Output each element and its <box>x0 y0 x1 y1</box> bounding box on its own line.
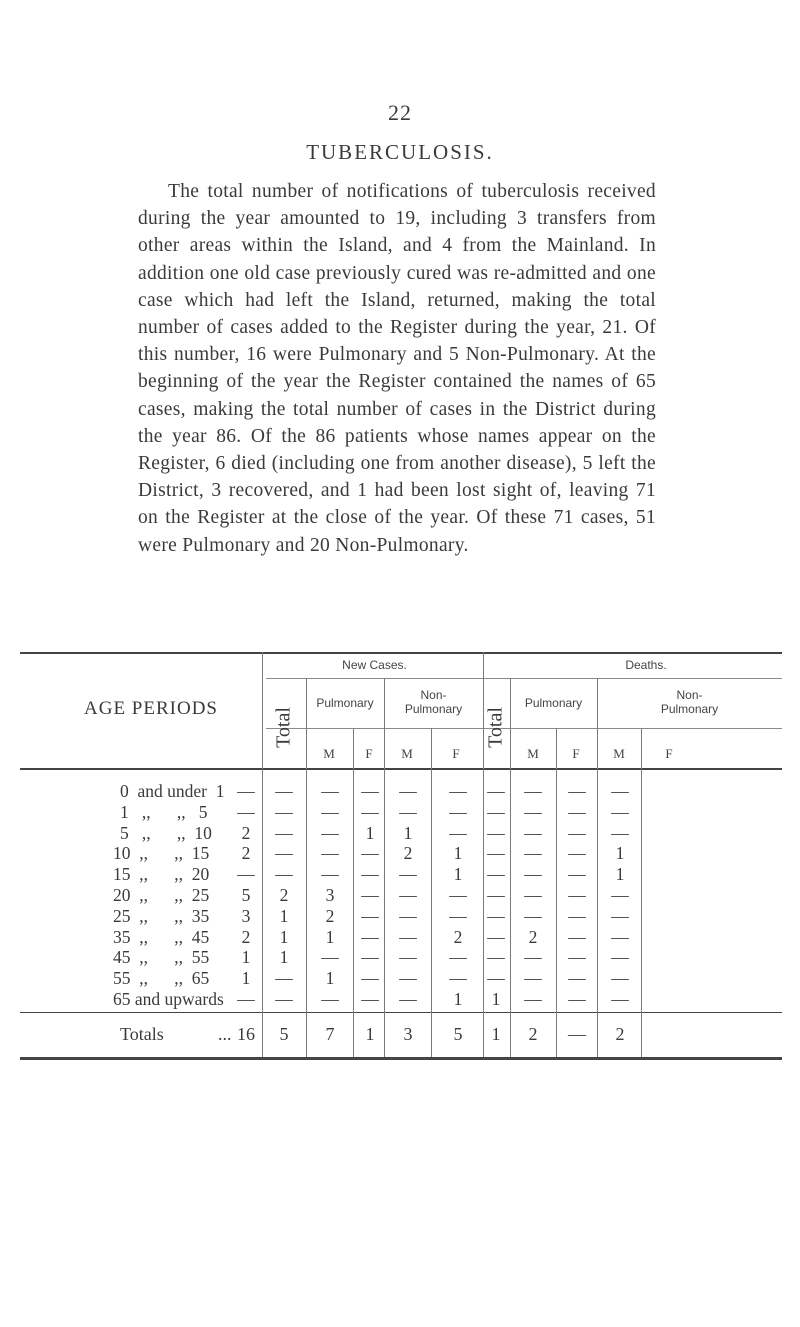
table-cell: — <box>399 947 417 968</box>
totals-cell: 2 <box>615 1024 625 1044</box>
table-cell: — <box>361 968 379 989</box>
table-cell: — <box>275 864 293 885</box>
table-cell: — <box>449 905 467 926</box>
age-periods-header: AGE PERIODS <box>84 698 218 719</box>
table-cell: 1 <box>279 926 289 947</box>
table-cell: — <box>361 864 379 885</box>
table-cell: 2 <box>403 843 413 864</box>
table-cell: 1 <box>279 905 289 926</box>
table-cell: — <box>611 905 629 926</box>
table-cell: 1 <box>615 864 625 885</box>
table-cell: — <box>611 885 629 905</box>
table-cell: — <box>524 968 542 989</box>
table-cell: 2 <box>241 822 251 843</box>
table-cell: — <box>237 989 255 1009</box>
table-cell: — <box>487 864 505 885</box>
table-cell: — <box>361 926 379 947</box>
table-cell: — <box>449 822 467 843</box>
table-cell: 2 <box>453 926 463 947</box>
table-cell: — <box>321 947 339 968</box>
age-period-label: 0 and under 1 <box>120 781 225 801</box>
col-m: M <box>401 746 413 761</box>
header-divider <box>266 678 782 679</box>
table-cell: — <box>399 801 417 822</box>
table-cell: — <box>524 801 542 822</box>
col-f: F <box>452 746 460 761</box>
page-number: 22 <box>388 100 412 125</box>
table-cell: — <box>568 822 586 843</box>
table-cell: — <box>524 822 542 843</box>
table-cell: — <box>361 947 379 968</box>
table-cell: — <box>399 864 417 885</box>
table-cell: — <box>275 968 293 989</box>
table-cell: 2 <box>241 926 251 947</box>
header-bottom-rule <box>20 768 782 770</box>
age-period-label: 15 ,, ,, 20 <box>113 864 210 885</box>
table-cell: — <box>237 801 255 822</box>
table-cell: — <box>399 885 417 905</box>
age-period-label: 20 ,, ,, 25 <box>113 885 210 905</box>
table-cell: 1 <box>279 947 289 968</box>
table-cell: — <box>487 968 505 989</box>
totals-cell: 1 <box>491 1024 501 1044</box>
table-cell: — <box>524 947 542 968</box>
table-cell: — <box>611 801 629 822</box>
new-cases-header: New Cases. <box>342 658 407 672</box>
table-cell: — <box>568 926 586 947</box>
table-cell: — <box>361 781 379 801</box>
table-cell: — <box>611 989 629 1009</box>
table-cell: — <box>321 822 339 843</box>
col-f: F <box>572 746 580 761</box>
table-cell: 1 <box>453 864 463 885</box>
table-cell: 1 <box>365 822 375 843</box>
table-cell: 5 <box>241 885 251 905</box>
table-cell: — <box>399 968 417 989</box>
table-cell: — <box>321 989 339 1009</box>
table-cell: — <box>399 905 417 926</box>
table-cell: 1 <box>453 843 463 864</box>
subheader-divider <box>266 728 782 729</box>
age-period-label: 45 ,, ,, 55 <box>113 947 210 968</box>
totals-cell: 2 <box>528 1024 538 1044</box>
page-title: TUBERCULOSIS. <box>306 140 494 164</box>
table-bottom-rule <box>20 1057 782 1060</box>
table-cell: — <box>275 989 293 1009</box>
table-cell: — <box>487 905 505 926</box>
table-cell: — <box>237 781 255 801</box>
table-cell: — <box>611 822 629 843</box>
deaths-non-pulmonary-header: Non- Pulmonary <box>660 688 719 716</box>
col-m: M <box>323 746 335 761</box>
table-cell: — <box>399 989 417 1009</box>
table-cell: — <box>361 989 379 1009</box>
table-cell: — <box>449 781 467 801</box>
table-cell: — <box>275 843 293 864</box>
table-cell: — <box>361 885 379 905</box>
table-cell: — <box>487 822 505 843</box>
table-cell: — <box>321 781 339 801</box>
table-cell: — <box>361 801 379 822</box>
table-cell: 1 <box>325 926 335 947</box>
table-cell: — <box>611 781 629 801</box>
col-m: M <box>613 746 625 761</box>
age-period-label: 25 ,, ,, 35 <box>113 905 210 926</box>
table-cell: 1 <box>403 822 413 843</box>
table-cell: — <box>524 885 542 905</box>
age-period-label: 65 and upwards <box>113 989 224 1009</box>
table-cell: — <box>611 968 629 989</box>
table-cell: — <box>568 885 586 905</box>
table-cell: — <box>524 864 542 885</box>
table-cell: — <box>361 843 379 864</box>
table-cell: — <box>275 822 293 843</box>
totals-cell: 3 <box>403 1024 413 1044</box>
table-cell: 3 <box>325 885 335 905</box>
table-cell: — <box>449 968 467 989</box>
totals-cell: 1 <box>365 1024 375 1044</box>
age-period-label: 10 ,, ,, 15 <box>113 843 210 864</box>
table-cell: — <box>487 843 505 864</box>
table-cell: 1 <box>491 989 501 1009</box>
totals-cell: 5 <box>453 1024 463 1044</box>
table-cell: — <box>611 947 629 968</box>
table-cell: 2 <box>325 905 335 926</box>
body-paragraph: The total number of notifications of tuberculosis received during the year amounted to 19, including 3 transfers from other areas within the Island, and 4 from the Mainland. In addition one old case previously cured was re-admitted and one case which had left the Island, returned, making the total number of cases added to the Register during the year, 21. Of this number, 16 were Pulmonary and 5 Non-Pulmonary. At the beginning of the year the Register contained the names of 65 cases, making the total number of cases in the District during the year 86. Of the 86 patients whose names appear on the Register, 6 died (including one from another disease), 5 left the District, 3 recovered, and 1 had been lost sight of, leaving 71 on the Register at the close of the year. Of these 71 cases, 51 were Pulmonary and 20 Non-Pulmonary. <box>138 181 656 556</box>
table-cell: — <box>487 926 505 947</box>
totals-cell: 16 <box>237 1024 255 1044</box>
col-m: M <box>527 746 539 761</box>
table-row <box>0 989 800 1019</box>
col-f: F <box>665 746 673 761</box>
table-cell: 2 <box>241 843 251 864</box>
table-cell: — <box>524 905 542 926</box>
table-cell: — <box>611 926 629 947</box>
totals-cell: 5 <box>279 1024 289 1044</box>
table-cell: — <box>449 885 467 905</box>
table-cell: — <box>568 905 586 926</box>
table-cell: — <box>487 885 505 905</box>
table-cell: — <box>524 781 542 801</box>
col-f: F <box>365 746 373 761</box>
table-cell: 3 <box>241 905 251 926</box>
table-cell: — <box>524 989 542 1009</box>
new-pulmonary-header: Pulmonary <box>316 696 374 710</box>
new-total-header: Total <box>272 707 295 748</box>
table-cell: — <box>449 947 467 968</box>
table-cell: — <box>487 781 505 801</box>
table-cell: — <box>275 801 293 822</box>
deaths-pulmonary-header: Pulmonary <box>524 696 583 710</box>
totals-cell: 7 <box>325 1024 335 1044</box>
tuberculosis-table <box>0 652 800 1072</box>
table-cell: 1 <box>241 947 251 968</box>
totals-cell: — <box>568 1024 586 1044</box>
table-cell: — <box>487 947 505 968</box>
table-cell: — <box>568 801 586 822</box>
table-cell: — <box>321 843 339 864</box>
table-cell: — <box>568 781 586 801</box>
table-cell: — <box>568 989 586 1009</box>
table-cell: 1 <box>325 968 335 989</box>
age-period-label: 35 ,, ,, 45 <box>113 926 210 947</box>
table-cell: — <box>361 905 379 926</box>
table-cell: — <box>399 781 417 801</box>
table-cell: 1 <box>453 989 463 1009</box>
table-cell: — <box>568 947 586 968</box>
table-cell: — <box>568 968 586 989</box>
table-cell: — <box>524 843 542 864</box>
totals-dots: ... <box>218 1024 232 1044</box>
table-cell: — <box>568 843 586 864</box>
deaths-header: Deaths. <box>625 658 667 672</box>
table-cell: — <box>321 864 339 885</box>
age-period-label: 55 ,, ,, 65 <box>113 968 210 989</box>
table-cell: — <box>399 926 417 947</box>
totals-label: Totals <box>120 1024 164 1044</box>
table-cell: — <box>568 864 586 885</box>
table-cell: 2 <box>528 926 538 947</box>
table-cell: — <box>321 801 339 822</box>
new-non-pulmonary-header: Non- Pulmonary <box>404 688 463 716</box>
age-period-label: 5 ,, ,, 10 <box>120 822 212 843</box>
table-top-rule <box>20 652 782 654</box>
table-cell: — <box>487 801 505 822</box>
table-cell: — <box>237 864 255 885</box>
age-period-label: 1 ,, ,, 5 <box>120 801 208 822</box>
table-cell: 1 <box>241 968 251 989</box>
table-cell: — <box>449 801 467 822</box>
table-cell: 2 <box>279 885 289 905</box>
deaths-total-header: Total <box>484 707 507 748</box>
table-cell: 1 <box>615 843 625 864</box>
table-cell: — <box>275 781 293 801</box>
